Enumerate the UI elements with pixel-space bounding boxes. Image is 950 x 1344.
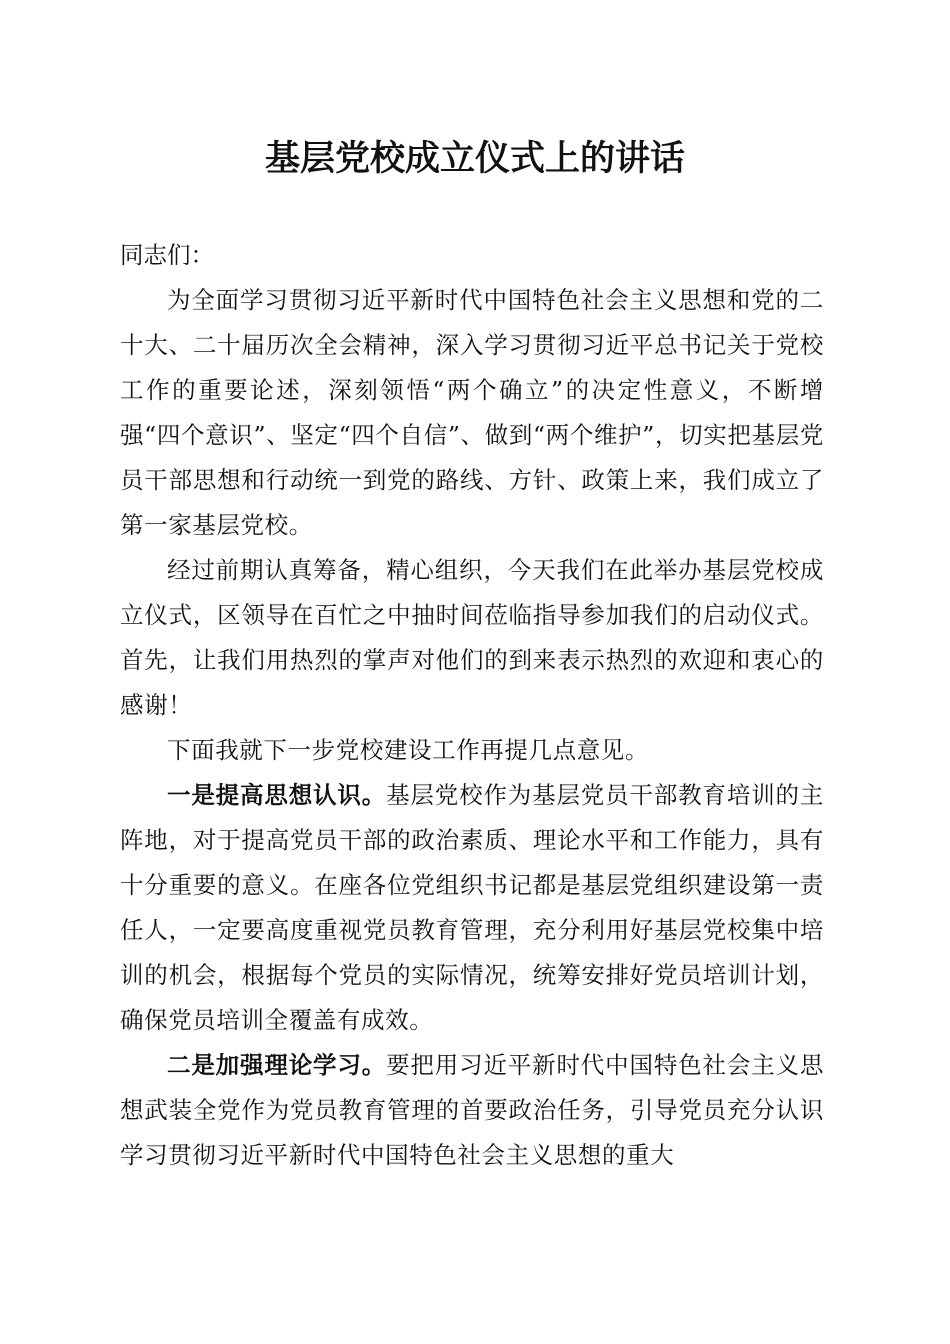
paragraph-lead: 二是加强理论学习。 xyxy=(167,1051,387,1079)
paragraph-text: 基层党校作为基层党员干部教育培训的主阵地，对于提高党员干部的政治素质、理论水平和工作能力，具有十分重要的意义。在座各位党组织书记都是基层党组织建设第一责任人，一定要高度重视党员教育管理，充分利用好基层党校集中培训的机会，根据每个党员的实际情况，统筹安排好党员培训计划，确保党员培训全覆盖有成效。 xyxy=(120,781,824,1034)
paragraph-point-1 xyxy=(120,773,824,1043)
document-title: 基层党校成立仪式上的讲话 xyxy=(264,138,685,179)
paragraph-point-2 xyxy=(120,1043,824,1178)
salutation: 同志们： xyxy=(120,241,214,269)
paragraph-text: 下面我就下一步党校建设工作再提几点意见。 xyxy=(167,736,649,764)
paragraph-intro xyxy=(120,278,824,548)
document-body xyxy=(120,233,824,1178)
paragraph-transition xyxy=(120,728,824,773)
paragraph-text: 为全面学习贯彻习近平新时代中国特色社会主义思想和党的二十大、二十届历次全会精神，深入学习贯彻习近平总书记关于党校工作的重要论述，深刻领悟“两个确立”的决定性意义，不断增强“四个意识”、坚定“四个自信”、做到“两个维护”，切实把基层党员干部思想和行动统一到党的路线、方针、政策上来，我们成立了第一家基层党校。 xyxy=(120,286,824,539)
paragraph-text: 经过前期认真筹备，精心组织，今天我们在此举办基层党校成立仪式，区领导在百忙之中抽时间莅临指导参加我们的启动仪式。首先，让我们用热烈的掌声对他们的到来表示热烈的欢迎和衷心的感谢！ xyxy=(120,556,824,719)
paragraph-welcome xyxy=(120,548,824,728)
paragraph-lead: 一是提高思想认识。 xyxy=(167,781,387,809)
paragraph-text: 要把用习近平新时代中国特色社会主义思想武装全党作为党员教育管理的首要政治任务，引导党员充分认识学习贯彻习近平新时代中国特色社会主义思想的重大 xyxy=(120,1051,824,1169)
